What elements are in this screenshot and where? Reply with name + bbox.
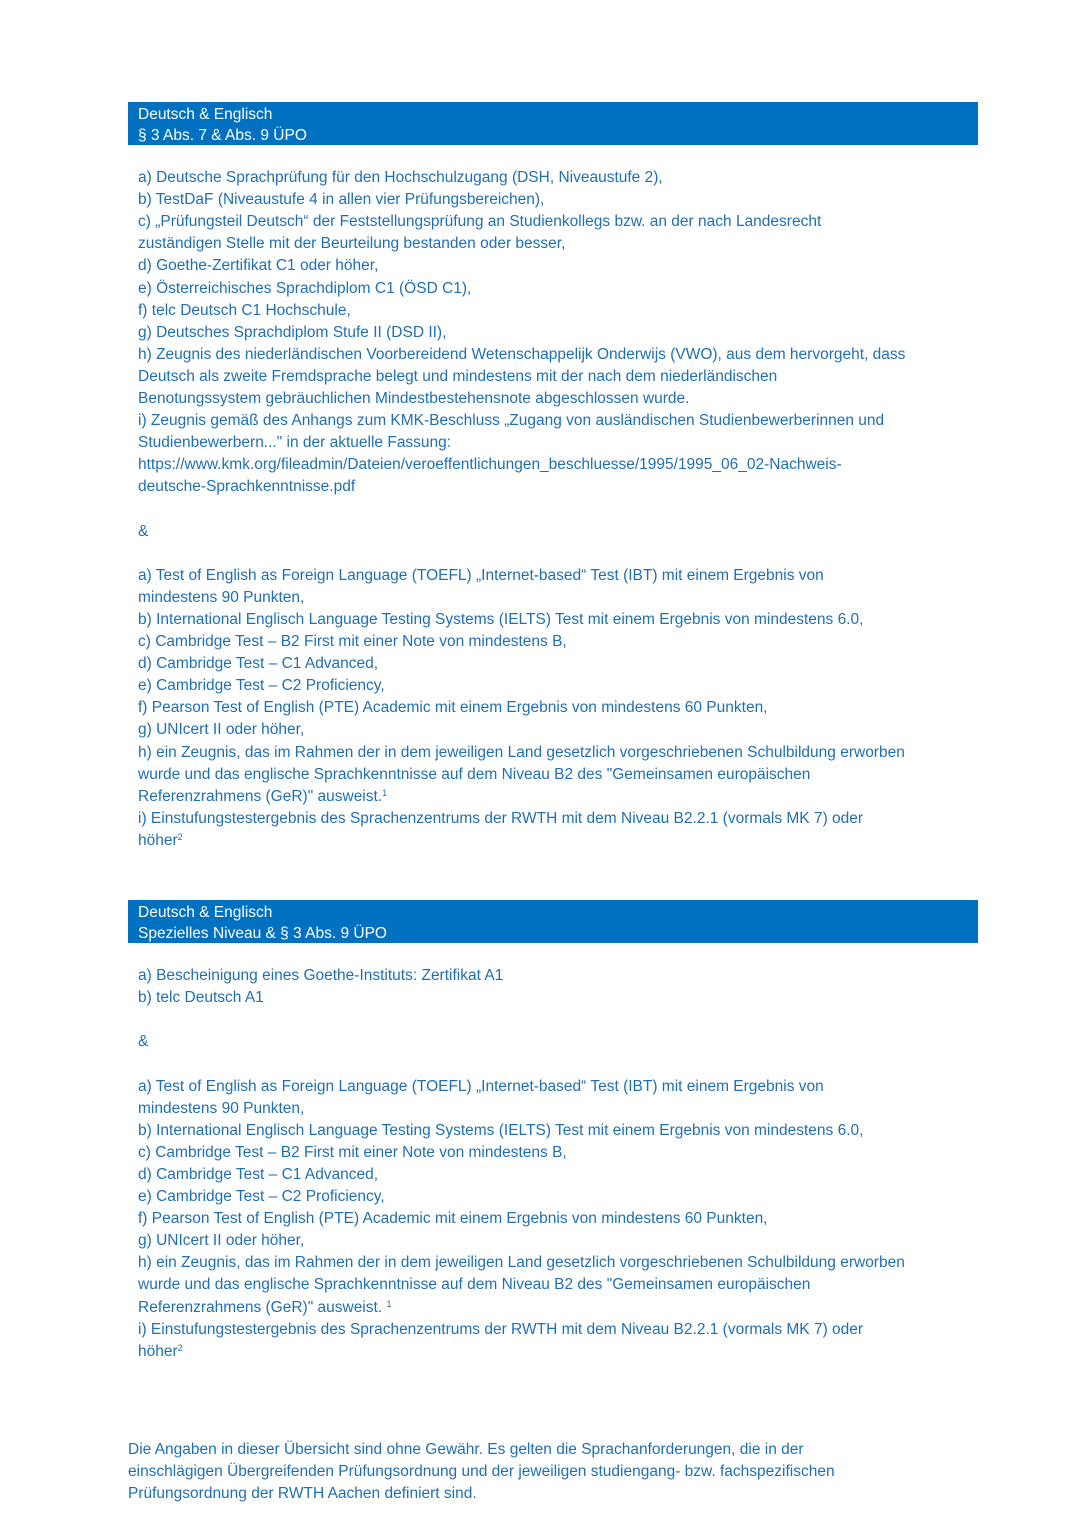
list-item: b) International Englisch Language Testing Systems (IELTS) Test mit einem Ergebnis von mindestens 6.0, bbox=[138, 610, 864, 628]
list-item: c) Cambridge Test – B2 First mit einer Note von mindestens B, bbox=[138, 633, 567, 651]
list-item: a) Deutsche Sprachprüfung für den Hochschulzugang (DSH, Niveaustufe 2), bbox=[138, 169, 663, 187]
list-item: i) Einstufungstestergebnis des Sprachenzentrums der RWTH mit dem Niveau B2.2.1 (vormals MK 7) oder bbox=[138, 1320, 864, 1338]
section-header-subtitle: Spezielles Niveau & § 3 Abs. 9 ÜPO bbox=[138, 925, 387, 942]
section-header-title: Deutsch & Englisch bbox=[138, 904, 273, 921]
list-item: f) Pearson Test of English (PTE) Academic mit einem Ergebnis von mindestens 60 Punkten, bbox=[138, 699, 768, 717]
list-item bbox=[138, 830, 978, 852]
footnote-mark: 2 bbox=[177, 831, 183, 842]
list-item: g) UNIcert II oder höher, bbox=[138, 1232, 305, 1250]
disclaimer-line: Die Angaben in dieser Übersicht sind ohne Gewähr. Es gelten die Sprachanforderungen, die in der bbox=[128, 1441, 804, 1458]
list-item: a) Test of English as Foreign Language (TOEFL) „Internet-based“ Test (IBT) mit einem Ergebnis von bbox=[138, 1077, 824, 1095]
list-item: g) UNIcert II oder höher, bbox=[138, 721, 305, 739]
list-item: e) Cambridge Test – C2 Proficiency, bbox=[138, 677, 385, 695]
list-item: a) Test of English as Foreign Language (TOEFL) „Internet-based“ Test (IBT) mit einem Ergebnis von bbox=[138, 566, 824, 584]
list-item: e) Österreichisches Sprachdiplom C1 (ÖSD C1), bbox=[138, 279, 472, 297]
list-item-text: höher bbox=[138, 1342, 178, 1360]
list-item: Deutsch als zweite Fremdsprache belegt und mindestens mit der nach dem niederländischen bbox=[138, 367, 778, 385]
section-deutsch-englisch-spezielles-niveau bbox=[128, 900, 978, 1363]
kmk-link[interactable]: deutsche-Sprachkenntnisse.pdf bbox=[138, 478, 356, 496]
ampersand-separator: & bbox=[138, 1033, 149, 1051]
list-item: wurde und das englische Sprachkenntnisse auf dem Niveau B2 des "Gemeinsamen europäischen bbox=[138, 1276, 811, 1294]
list-item: c) Cambridge Test – B2 First mit einer Note von mindestens B, bbox=[138, 1143, 567, 1161]
section-header-title: Deutsch & Englisch bbox=[138, 106, 273, 123]
list-item bbox=[138, 1341, 978, 1363]
list-item bbox=[138, 786, 978, 808]
disclaimer-line: Prüfungsordnung der RWTH Aachen definiert sind. bbox=[128, 1485, 477, 1503]
section-header-subtitle: § 3 Abs. 7 & Abs. 9 ÜPO bbox=[138, 127, 307, 144]
list-item: mindestens 90 Punkten, bbox=[138, 1099, 305, 1117]
list-item: Benotungssystem gebräuchlichen Mindestbestehensnote abgeschlossen wurde. bbox=[138, 390, 690, 408]
list-item: h) ein Zeugnis, das im Rahmen der in dem jeweiligen Land gesetzlich vorgeschriebenen Schulbildung erworben bbox=[138, 1254, 905, 1272]
list-item: e) Cambridge Test – C2 Proficiency, bbox=[138, 1188, 385, 1206]
list-item: d) Goethe-Zertifikat C1 oder höher, bbox=[138, 257, 379, 275]
list-item: h) ein Zeugnis, das im Rahmen der in dem jeweiligen Land gesetzlich vorgeschriebenen Schulbildung erworben bbox=[138, 743, 905, 761]
list-item: Studienbewerbern..." in der aktuelle Fassung: bbox=[138, 434, 452, 452]
footnote-mark: 2 bbox=[177, 1342, 183, 1353]
kmk-link[interactable]: https://www.kmk.org/fileadmin/Dateien/veroeffentlichungen_beschluesse/1995/1995_06_02-Nachweis- bbox=[138, 456, 842, 474]
list-item: zuständigen Stelle mit der Beurteilung bestanden oder besser, bbox=[138, 235, 566, 253]
list-item: d) Cambridge Test – C1 Advanced, bbox=[138, 655, 379, 673]
list-item: i) Einstufungstestergebnis des Sprachenzentrums der RWTH mit dem Niveau B2.2.1 (vormals MK 7) oder bbox=[138, 809, 864, 827]
disclaimer bbox=[128, 1439, 988, 1505]
section-header bbox=[128, 102, 978, 145]
footnote-mark: 1 bbox=[386, 1298, 392, 1309]
section-deutsch-englisch-abs7 bbox=[128, 102, 978, 852]
footnote-mark: 1 bbox=[382, 787, 388, 798]
section-header bbox=[128, 900, 978, 943]
list-item-text: Referenzrahmens (GeR)" ausweist. bbox=[138, 1298, 387, 1316]
disclaimer-line: einschlägigen Übergreifenden Prüfungsordnung und der jeweiligen studiengang- bzw. fachspezifischen bbox=[128, 1463, 835, 1481]
list-item: g) Deutsches Sprachdiplom Stufe II (DSD II), bbox=[138, 323, 447, 341]
list-item: a) Bescheinigung eines Goethe-Instituts: Zertifikat A1 bbox=[138, 967, 504, 985]
list-item-text: höher bbox=[138, 831, 178, 849]
list-item: f) Pearson Test of English (PTE) Academic mit einem Ergebnis von mindestens 60 Punkten, bbox=[138, 1210, 768, 1228]
ampersand-separator: & bbox=[138, 522, 149, 540]
list-item: d) Cambridge Test – C1 Advanced, bbox=[138, 1165, 379, 1183]
list-item: h) Zeugnis des niederländischen Voorbereidend Wetenschappelijk Onderwijs (VWO), aus dem hervorgeht, dass bbox=[138, 345, 906, 363]
list-item: b) telc Deutsch A1 bbox=[138, 989, 264, 1007]
list-item: i) Zeugnis gemäß des Anhangs zum KMK-Beschluss „Zugang von ausländischen Studienbewerberinnen und bbox=[138, 412, 885, 430]
list-item: mindestens 90 Punkten, bbox=[138, 588, 305, 606]
list-item: b) TestDaF (Niveaustufe 4 in allen vier Prüfungsbereichen), bbox=[138, 191, 545, 209]
list-item: wurde und das englische Sprachkenntnisse auf dem Niveau B2 des "Gemeinsamen europäischen bbox=[138, 765, 811, 783]
list-item: f) telc Deutsch C1 Hochschule, bbox=[138, 301, 351, 319]
list-item: b) International Englisch Language Testing Systems (IELTS) Test mit einem Ergebnis von mindestens 6.0, bbox=[138, 1121, 864, 1139]
list-item bbox=[138, 1297, 978, 1319]
german-requirements-list bbox=[128, 167, 978, 852]
german-requirements-list bbox=[128, 965, 978, 1363]
list-item-text: Referenzrahmens (GeR)" ausweist. bbox=[138, 787, 383, 805]
list-item: c) „Prüfungsteil Deutsch“ der Feststellungsprüfung an Studienkollegs bzw. an der nach Landesrecht bbox=[138, 213, 822, 231]
